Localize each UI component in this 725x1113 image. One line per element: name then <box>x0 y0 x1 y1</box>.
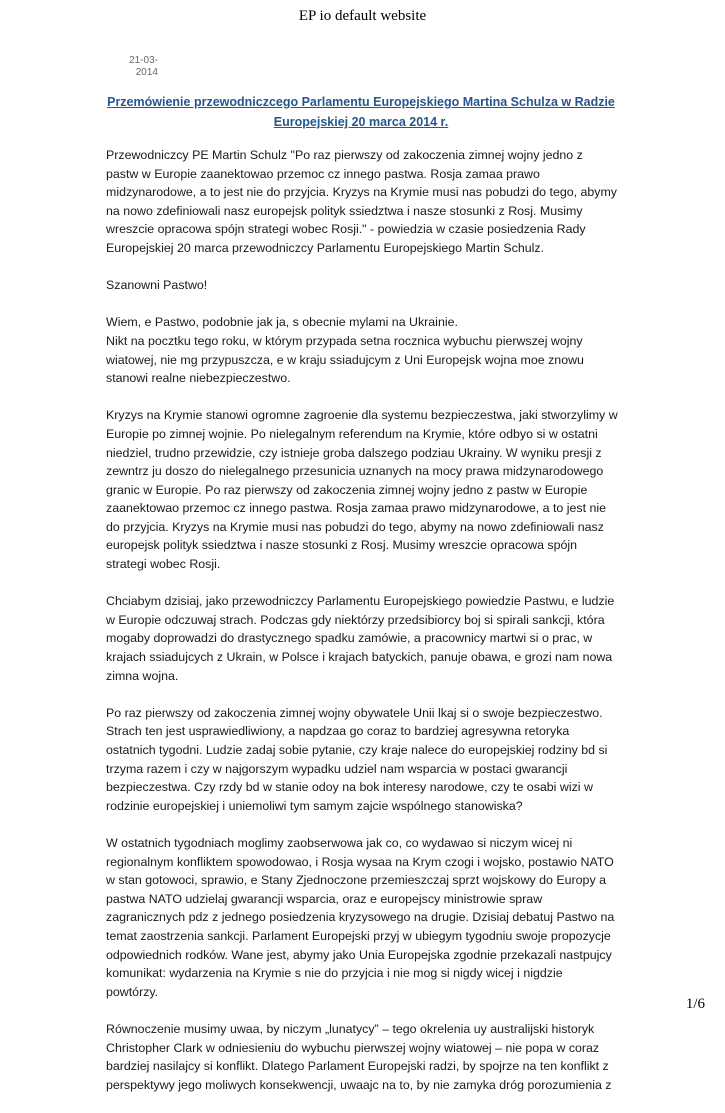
paragraph-3: Kryzys na Krymie stanowi ogromne zagroenie dla systemu bezpieczestwa, jaki stworzylimy w Europie po zimnej wojnie. Po nielegalnym referendum na Krymie, które odbyo si w ostatni niedziel, trudno przewidzie, czy istnieje groba dalszego podziau Ukrainy. W wyniku presji z zewntrz ju doszo do nielegalnego przesunicia uznanych na mocy prawa midzynarodowego granic w Europie. Po raz pierwszy od zakoczenia zimnej wojny jedno z pastw w Europie zaanektowao przemoc cz innego pastwa. Rosja zamaa prawo midzynarodowe, a to jest nie do przyjcia. Kryzys na Krymie musi nas pobudzi do tego, abymy na nowo zdefiniowali nasz europejsk polityk ssiedztwa i nasze stosunki z Rosj. Musimy wreszcie opracowa spójn strategi wobec Rosji. <box>106 408 618 572</box>
article-title[interactable]: Przemówienie przewodniczcego Parlamentu Europejskiego Martina Schulza w Radzie Europejskiej 20 marca 2014 r. <box>107 95 615 129</box>
page-header-title: EP io default website <box>298 8 427 24</box>
article-body <box>106 146 618 1113</box>
paragraph-6: W ostatnich tygodniach moglimy zaobserwowa jak co, co wydawao si niczym wicej ni regionalnym konfliktem spowodowao, i Rosja wysaa na Krym czogi i wojsko, postawio NATO w stan gotowoci, sprawio, e Stany Zjednoczone przemieszczaj sprzt wojskowy do Europy a pastwa NATO udzielaj gwarancji wsparcia, oraz e europejscy ministrowie spraw zagranicznych pdz z jednego posiedzenia kryzysowego na drugie. Dzisiaj debatuj Pastwo na temat zaostrzenia sankcji. Parlament Europejski przyj w ubiegym tygodniu swoje propozycje odpowiednich rodków. Wane jest, abymy jako Unia Europejska zgodnie przekazali nastpujcy komunikat: wydarzenia na Krymie s nie do przyjcia i nie mog si nigdy wicej i nigdzie powtórzy. <box>106 835 615 999</box>
page-number: 1/6 <box>685 996 705 1012</box>
lead-paragraph <box>106 146 618 258</box>
lead-author: Przewodniczcy PE Martin Schulz <box>106 148 288 162</box>
date-line-1: 21-03- <box>129 55 158 66</box>
paragraph-5: Po raz pierwszy od zakoczenia zimnej wojny obywatele Unii lkaj si o swoje bezpieczestwo. Strach ten jest usprawiedliwiony, a napdzaa go coraz to bardziej agresywna retoryka ostatnich tygodni. Ludzie zadaj sobie pytanie, czy kraje nalece do europejskiej rodziny bd si trzyma razem i czy w najgorszym wypadku udziel nam wsparcia w postaci gwarancji bezpieczestwa. Czy rzdy bd w stanie odoy na bok interesy narodowe, czy te osabi wizi w rodzinie europejskiej i uniemoliwi tym samym zajcie wspólnego stanowiska? <box>106 705 608 813</box>
paragraph-1: Wiem, e Pastwo, podobnie jak ja, s obecnie mylami na Ukrainie. <box>106 315 458 330</box>
article-date <box>118 55 158 79</box>
paragraph-greeting: Szanowni Pastwo! <box>106 278 208 293</box>
paragraph-7: Równoczenie musimy uwaa, by niczym „lunatycy” – tego okrelenia uy australijski historyk Christopher Clark w odniesieniu do wybuchu pierwszej wojny wiatowej – nie popa w coraz bardziej nasilajcy si konflikt. Dlatego Parlament Europejski radzi, by spojrze na ten konflikt z perspektywy jego moliwych konsekwencji, uwaajc na to, by nie zamyka dróg porozumienia z <box>106 1021 612 1092</box>
lead-text: "Po raz pierwszy od zakoczenia zimnej wojny jedno z pastw w Europie zaanektowao przemoc cz innego pastwa. Rosja zamaa prawo midzynarodowe, a to jest nie do przyjcia. Kryzys na Krymie musi nas pobudzi do tego, abymy na nowo zdefiniowali nasz europejsk polityk ssiedztwa i nasze stosunki z Rosj. Musimy wreszcie opracowa spójn strategi wobec Rosji." - powiedzia w czasie posiedzenia Rady Europejskiej 20 marca przewodniczcy Parlamentu Europejskiego Martin Schulz. <box>106 148 618 255</box>
paragraph-2: Nikt na pocztku tego roku, w którym przypada setna rocznica wybuchu pierwszej wojny wiatowej, nie mg przypuszcza, e w kraju ssiadujcym z Uni Europejsk wojna moe znowu stanowi realne niebezpieczestwo. <box>106 333 584 386</box>
paragraph-4: Chciabym dzisiaj, jako przewodniczcy Parlamentu Europejskiego powiedzie Pastwu, e ludzie w Europie odczuwaj strach. Podczas gdy niektórzy przedsibiorcy boj si spirali sankcji, która mogaby doprowadzi do drastycznego spadku zamówie, a pracownicy martwi si o prac, w krajach ssiadujcych z Ukrain, w Polsce i krajach batyckich, panuje obawa, e grozi nam nowa zimna wojna. <box>106 594 615 683</box>
date-line-2: 2014 <box>135 67 158 78</box>
